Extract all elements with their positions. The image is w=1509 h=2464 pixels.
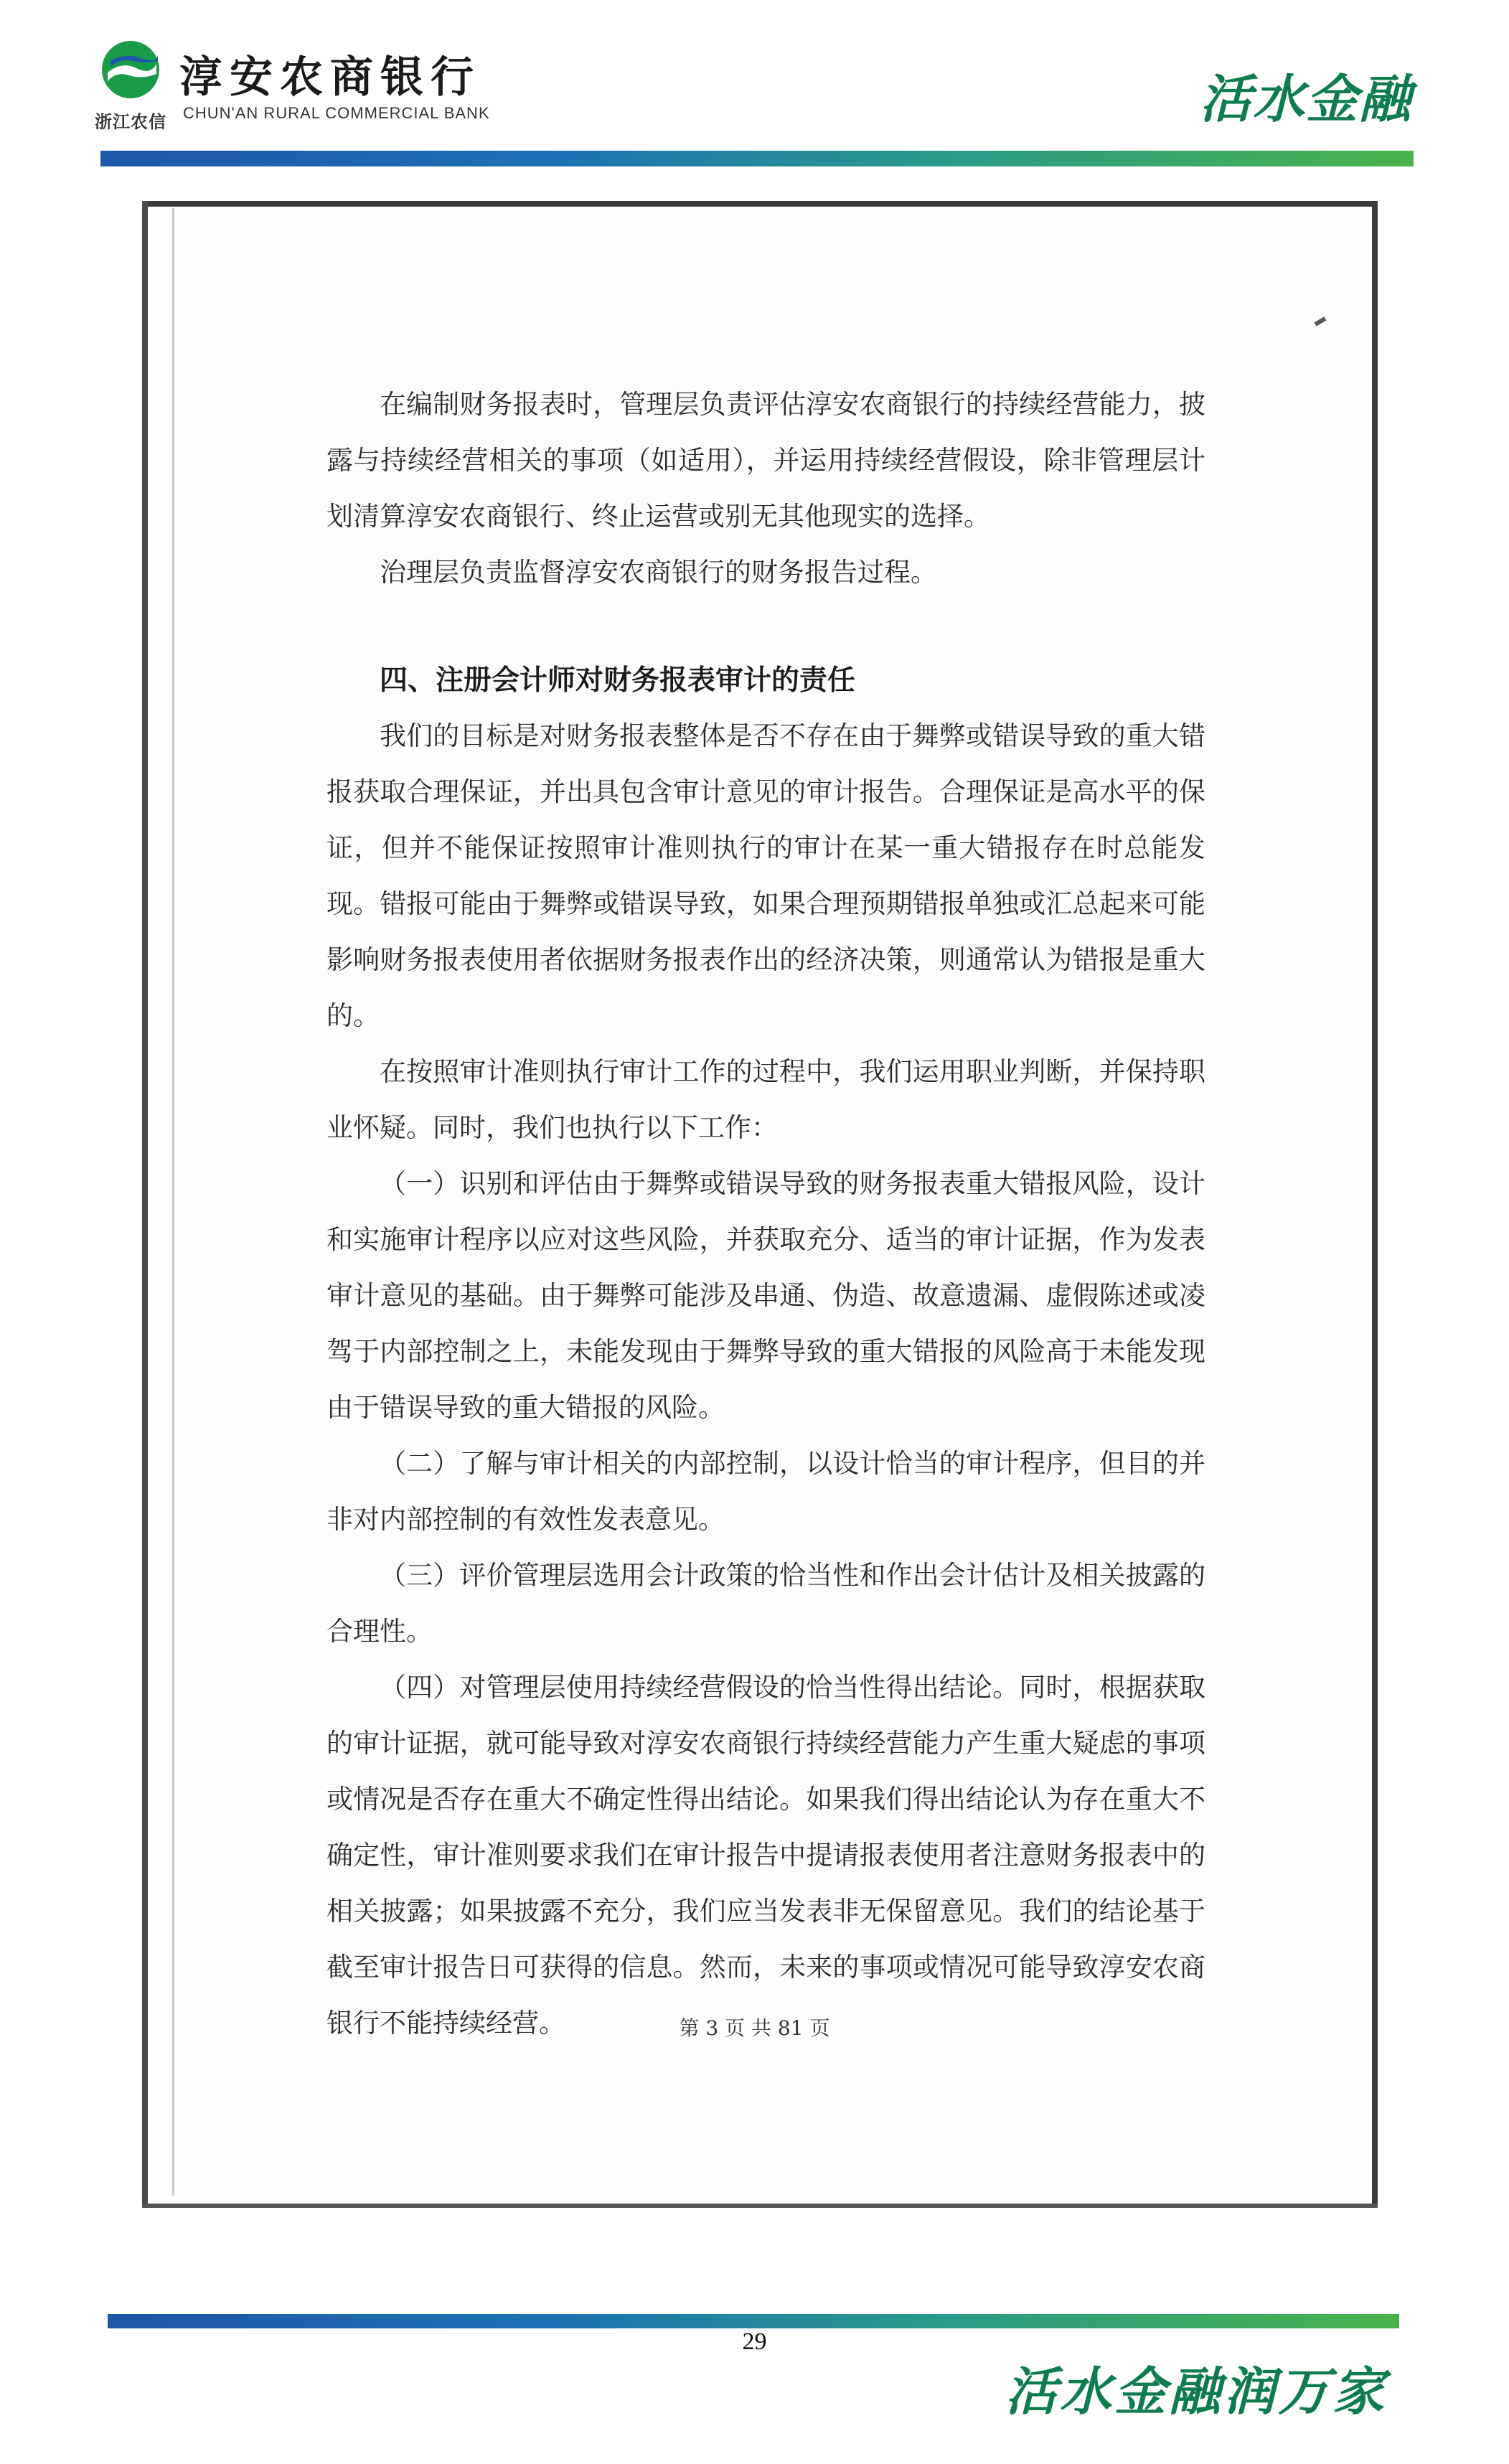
paragraph: 治理层负责监督淳安农商银行的财务报告过程。	[380, 557, 937, 588]
scan-border-top	[142, 201, 1378, 207]
scan-page-indicator: 第 3 页 共 81 页	[679, 2016, 830, 2040]
bank-name-cn: 淳安农商银行	[179, 52, 481, 103]
scan-border-left	[142, 201, 148, 2208]
paragraph: （三）评价管理层选用会计政策的恰当性和作出会计估计及相关披露的合理性。	[326, 1560, 1205, 1647]
bank-logo-icon	[100, 39, 161, 100]
footer-slogan: 活水金融润万家	[1005, 2361, 1387, 2422]
logo-subtitle: 浙江农信	[95, 112, 166, 132]
header-divider	[100, 151, 1414, 166]
page-header	[0, 0, 1509, 172]
paragraph: （一）识别和评估由于舞弊或错误导致的财务报表重大错报风险，设计和实施审计程序以应对这些风险，并获取充分、适当的审计证据，作为发表审计意见的基础。由于舞弊可能涉及串通、伪造、故意遗漏、虚假陈述或凌驾于内部控制之上，未能发现由于舞弊导致的重大错报的风险高于未能发现由于错误导致的重大错报的风险。	[326, 1168, 1205, 1423]
document-body	[326, 377, 1205, 2051]
paragraph: 在按照审计准则执行审计工作的过程中，我们运用职业判断，并保持职业怀疑。同时，我们也执行以下工作：	[326, 1056, 1205, 1143]
page-number: 29	[742, 2328, 767, 2355]
bank-name-en: CHUN'AN RURAL COMMERCIAL BANK	[183, 104, 490, 122]
paragraph: （四）对管理层使用持续经营假设的恰当性得出结论。同时，根据获取的审计证据，就可能导致对淳安农商银行持续经营能力产生重大疑虑的事项或情况是否存在重大不确定性得出结论。如果我们得出结论认为存在重大不确定性，审计准则要求我们在审计报告中提请报表使用者注意财务报表中的相关披露；如果披露不充分，我们应当发表非无保留意见。我们的结论基于截至审计报告日可获得的信息。然而，未来的事项或情况可能导致淳安农商银行不能持续经营。	[326, 1672, 1205, 2039]
footer-divider	[108, 2314, 1399, 2328]
paragraph: 在编制财务报表时，管理层负责评估淳安农商银行的持续经营能力，披露与持续经营相关的事项（如适用），并运用持续经营假设，除非管理层计划清算淳安农商银行、终止运营或别无其他现实的选择。	[326, 389, 1205, 532]
scan-fold-line	[172, 208, 174, 2196]
paragraph: （二）了解与审计相关的内部控制，以设计恰当的审计程序，但目的并非对内部控制的有效性发表意见。	[326, 1448, 1205, 1535]
section-heading: 四、注册会计师对财务报表审计的责任	[380, 664, 856, 697]
scan-border-right	[1372, 201, 1378, 2208]
header-slogan: 活水金融	[1199, 68, 1412, 129]
paragraph: 我们的目标是对财务报表整体是否不存在由于舞弊或错误导致的重大错报获取合理保证，并出具包含审计意见的审计报告。合理保证是高水平的保证，但并不能保证按照审计准则执行的审计在某一重大错报存在时总能发现。错报可能由于舞弊或错误导致，如果合理预期错报单独或汇总起来可能影响财务报表使用者依据财务报表作出的经济决策，则通常认为错报是重大的。	[326, 720, 1205, 1031]
scan-border-bottom	[142, 2204, 1378, 2208]
